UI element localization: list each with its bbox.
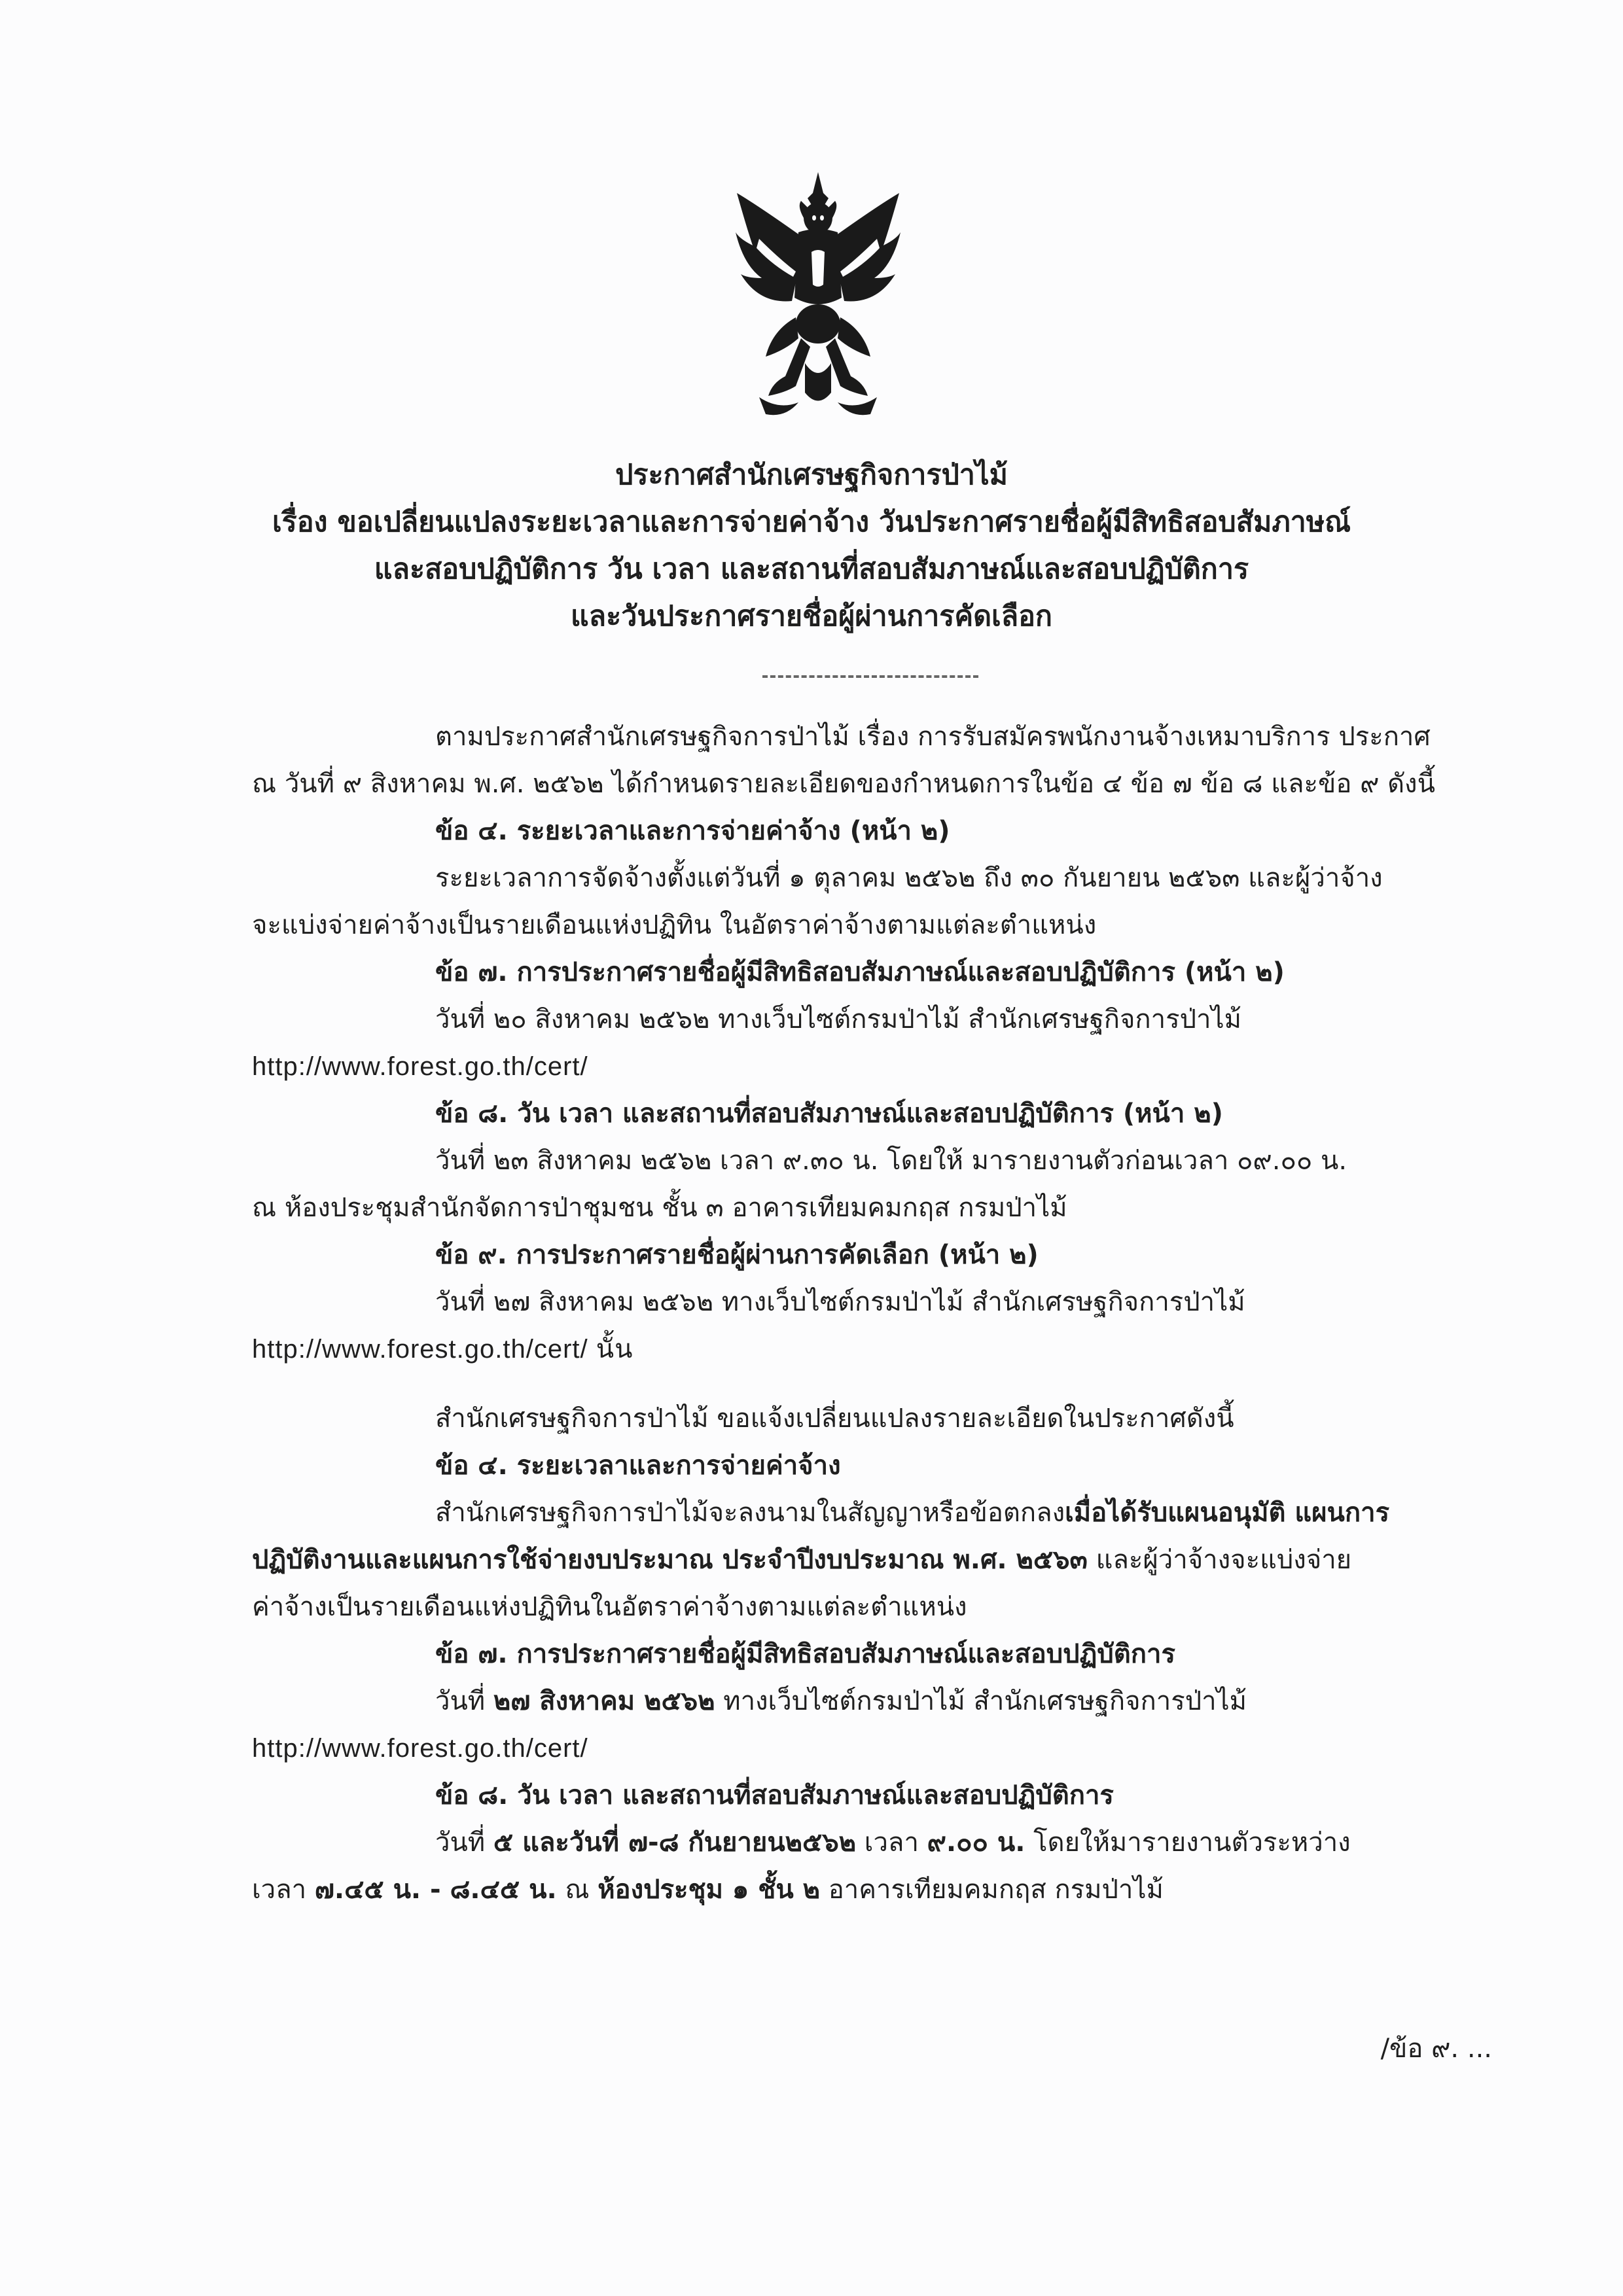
- title-line: ประกาศสำนักเศรษฐกิจการป่าไม้: [615, 459, 1008, 491]
- announcement-title: [196, 451, 1427, 640]
- original-clause-7-heading: ข้อ ๗. การประกาศรายชื่อผู้มีสิทธิสอบสัมภาษณ์และสอบปฏิบัติการ (หน้า ๒): [435, 957, 1285, 987]
- text-run-bold: ๗.๔๕ น. - ๘.๔๕ น.: [314, 1875, 557, 1905]
- announcement-body: [252, 713, 1489, 1913]
- text-run-bold: ปฏิบัติงานและแผนการใช้จ่ายงบประมาณ ประจำปีงบประมาณ พ.ศ. ๒๕๖๓: [252, 1545, 1088, 1575]
- text-run-bold: เมื่อได้รับแผนอนุมัติ แผนการ: [1065, 1498, 1390, 1528]
- title-line: และสอบปฏิบัติการ วัน เวลา และสถานที่สอบสัมภาษณ์และสอบปฏิบัติการ: [374, 553, 1249, 586]
- intro-line: ตามประกาศสำนักเศรษฐกิจการป่าไม้ เรื่อง การรับสมัครพนักงานจ้างเหมาบริการ ประกาศ: [435, 722, 1431, 752]
- title-divider: [762, 675, 978, 678]
- text-run: เวลา: [252, 1875, 315, 1905]
- new-clause-8-text: [252, 1819, 1489, 1866]
- new-clause-8-heading: ข้อ ๘. วัน เวลา และสถานที่สอบสัมภาษณ์และสอบปฏิบัติการ: [435, 1780, 1114, 1810]
- text-run-bold: ห้องประชุม ๑ ชั้น ๒: [597, 1875, 821, 1905]
- original-clause-9-url: http://www.forest.go.th/cert/ นั้น: [252, 1335, 633, 1364]
- new-clause-4-text: ค่าจ้างเป็นรายเดือนแห่งปฏิทินในอัตราค่าจ้างตามแต่ละตำแหน่ง: [252, 1592, 967, 1622]
- text-run-bold: ๕ และวันที่ ๗-๘ กันยายน๒๕๖๒: [493, 1828, 857, 1858]
- title-line: เรื่อง ขอเปลี่ยนแปลงระยะเวลาและการจ่ายค่าจ้าง วันประกาศรายชื่อผู้มีสิทธิสอบสัมภาษณ์: [272, 506, 1351, 539]
- text-run: อาคารเทียมคมกฤส กรมป่าไม้: [820, 1875, 1164, 1905]
- new-clause-4-text: [252, 1489, 1489, 1536]
- continuation-marker: /ข้อ ๙. ...: [1380, 2034, 1492, 2064]
- garuda-emblem-icon: [733, 167, 903, 422]
- original-clause-4-text: จะแบ่งจ่ายค่าจ้างเป็นรายเดือนแห่งปฏิทิน ในอัตราค่าจ้างตามแต่ละตำแหน่ง: [252, 910, 1097, 940]
- new-clause-7-heading: ข้อ ๗. การประกาศรายชื่อผู้มีสิทธิสอบสัมภาษณ์และสอบปฏิบัติการ: [435, 1639, 1175, 1669]
- original-clause-7-url: http://www.forest.go.th/cert/: [252, 1052, 588, 1081]
- text-run: สำนักเศรษฐกิจการป่าไม้จะลงนามในสัญญาหรือข้อตกลง: [435, 1498, 1065, 1528]
- text-run: ทางเว็บไซต์กรมป่าไม้ สำนักเศรษฐกิจการป่าไม้: [715, 1686, 1247, 1716]
- original-clause-9-text: วันที่ ๒๗ สิงหาคม ๒๕๖๒ ทางเว็บไซต์กรมป่าไม้ สำนักเศรษฐกิจการป่าไม้: [435, 1287, 1245, 1317]
- original-clause-9-heading: ข้อ ๙. การประกาศรายชื่อผู้ผ่านการคัดเลือก (หน้า ๒): [435, 1240, 1039, 1270]
- text-run: วันที่: [435, 1828, 493, 1858]
- text-run-bold: ๙.๐๐ น.: [927, 1828, 1026, 1858]
- original-clause-8-text: วันที่ ๒๓ สิงหาคม ๒๕๖๒ เวลา ๙.๓๐ น. โดยให้ มารายงานตัวก่อนเวลา ๐๙.๐๐ น.: [435, 1146, 1347, 1176]
- original-clause-8-text: ณ ห้องประชุมสำนักจัดการป่าชุมชน ชั้น ๓ อาคารเทียมคมกฤส กรมป่าไม้: [252, 1193, 1067, 1223]
- new-clause-8-text: [252, 1866, 1489, 1913]
- changes-intro: สำนักเศรษฐกิจการป่าไม้ ขอแจ้งเปลี่ยนแปลงรายละเอียดในประกาศดังนี้: [435, 1404, 1234, 1434]
- new-clause-4-text: [252, 1536, 1489, 1583]
- original-clause-4-text: ระยะเวลาการจัดจ้างตั้งแต่วันที่ ๑ ตุลาคม ๒๕๖๒ ถึง ๓๐ กันยายน ๒๕๖๓ และผู้ว่าจ้าง: [435, 863, 1383, 893]
- text-run: และผู้ว่าจ้างจะแบ่งจ่าย: [1087, 1545, 1352, 1575]
- text-run: วันที่: [435, 1686, 493, 1716]
- new-clause-7-url: http://www.forest.go.th/cert/: [252, 1734, 588, 1763]
- original-clause-8-heading: ข้อ ๘. วัน เวลา และสถานที่สอบสัมภาษณ์และสอบปฏิบัติการ (หน้า ๒): [435, 1099, 1223, 1129]
- new-clause-4-heading: ข้อ ๔. ระยะเวลาและการจ่ายค่าจ้าง: [435, 1451, 841, 1481]
- original-clause-4-heading: ข้อ ๔. ระยะเวลาและการจ่ายค่าจ้าง (หน้า ๒): [435, 816, 950, 846]
- text-run: โดยให้มารายงานตัวระหว่าง: [1025, 1828, 1351, 1858]
- title-line: และวันประกาศรายชื่อผู้ผ่านการคัดเลือก: [571, 600, 1052, 633]
- original-clause-7-text: วันที่ ๒๐ สิงหาคม ๒๕๖๒ ทางเว็บไซต์กรมป่าไม้ สำนักเศรษฐกิจการป่าไม้: [435, 1004, 1241, 1034]
- text-run: เวลา: [856, 1828, 927, 1858]
- new-clause-7-text: [252, 1678, 1489, 1725]
- text-run-bold: ๒๗ สิงหาคม ๒๕๖๒: [493, 1686, 715, 1716]
- text-run: ณ: [556, 1875, 598, 1905]
- intro-line: ณ วันที่ ๙ สิงหาคม พ.ศ. ๒๕๖๒ ได้กำหนดรายละเอียดของกำหนดการในข้อ ๔ ข้อ ๗ ข้อ ๘ และข้อ ๙ ดังนี้: [252, 769, 1435, 799]
